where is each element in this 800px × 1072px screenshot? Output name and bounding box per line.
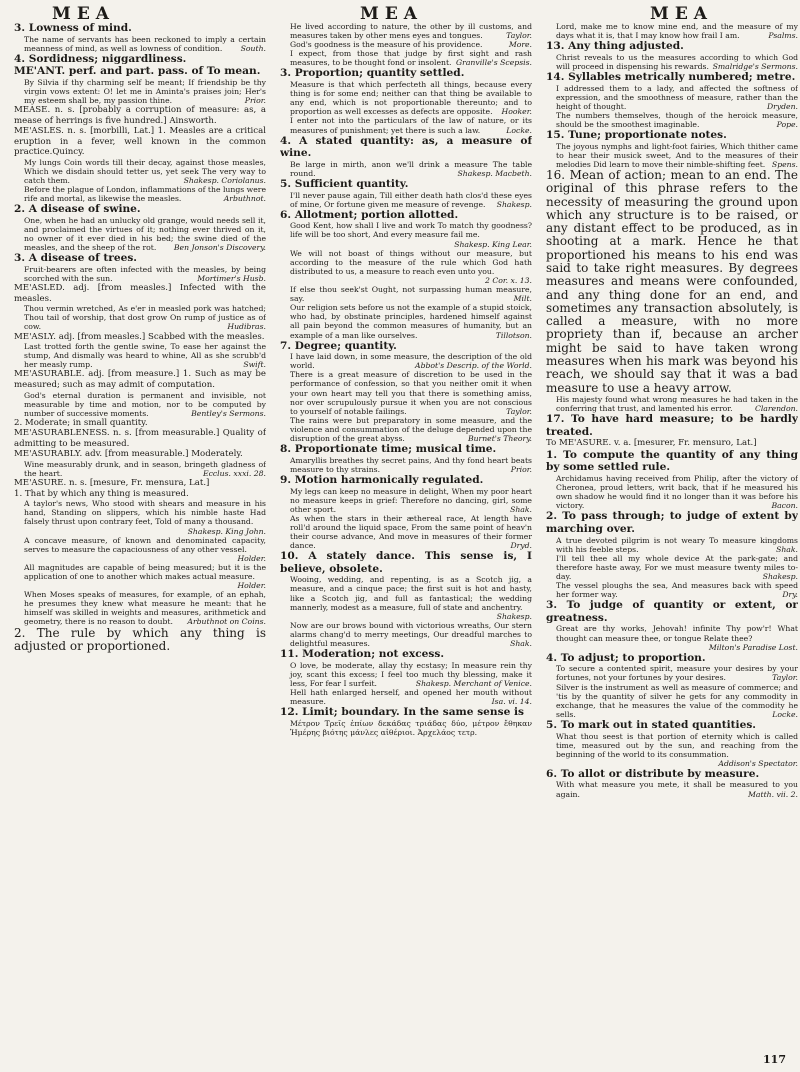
quotation [280, 40, 532, 49]
block-text: Now are our brows bound with victorious wreaths, Our stern alarms chang'd to merry meetings, Our dreadful marches to delightful measures. [290, 620, 532, 648]
quotation [280, 221, 532, 248]
source-citation: Dryden. [766, 101, 798, 111]
block-text: Christ reveals to us the measures according to which God will proceed in dispensing his rewards. [556, 52, 798, 71]
quotation [280, 116, 532, 134]
headword-entry [546, 438, 798, 449]
source-citation: Smalridge's Sermons. [712, 61, 798, 71]
source-citation: Matth. vii. 2. [748, 789, 798, 799]
block-text: Measure is that which perfecteth all things, because every thing is for some end; neither can that thing be available to any end, which is not proportionable thereunto; and to proportion as well excesses as defects are opposite. [290, 80, 532, 117]
source-citation: Taylor. [506, 406, 532, 416]
definition-paragraph [546, 169, 798, 395]
quotation [546, 780, 798, 798]
block-text: Great are thy works, Jehovah! infinite Thy pow'r! What thought can measure thee, or tongue Relate thee? [556, 624, 798, 643]
block-text: 6. Allotment; portion allotted. [280, 208, 459, 221]
quotation [280, 621, 532, 648]
quotation [14, 460, 266, 478]
quotation [280, 416, 532, 443]
quotation [14, 35, 266, 53]
sense-heading [546, 71, 798, 84]
source-citation: Hooker. [501, 107, 532, 117]
quotation [546, 683, 798, 719]
quotation [280, 487, 532, 514]
block-text: ME'ASURE. n. s. [mesure, Fr. mensura, Lat.] [14, 478, 210, 489]
block-text: 1. That by which any thing is measured. [14, 488, 189, 499]
source-citation: More. [508, 40, 532, 50]
block-text: Thou vermin wretched, As e'er in measled pork was hatched; Thou tail of worship, that dost grow On rump of justice as of cow. [24, 304, 266, 332]
quotation [546, 732, 798, 768]
source-citation: Ben Jonson's Discovery. [173, 243, 266, 253]
block-text: My legs can keep no measure in delight, When my poor heart no measure keeps in grief: Therefore no dancing, girl, some other sport. [290, 486, 532, 514]
source-citation: Shakesp. Coriolanus. [183, 176, 266, 186]
block-text: I'll never pause again, Till either death hath clos'd these eyes of mine, Or fortune given me measure of revenge. [290, 190, 532, 209]
block-text: I enter not into the particulars of the law of nature, or its measures of punishment; yet there is such a law. [290, 116, 532, 135]
quotation [280, 352, 532, 370]
quotation [280, 661, 532, 688]
headword-entry [14, 449, 266, 460]
quotation [14, 185, 266, 203]
quotation [280, 719, 532, 737]
header-left: MEA [52, 4, 115, 24]
source-citation: Arbuthnot on Coins. [187, 617, 266, 627]
block-text: Hell hath enlarged herself, and opened her mouth without measure. [290, 687, 532, 707]
sense-heading [14, 252, 266, 265]
block-text: One, when he had an unlucky old grange, would needs sell it, and proclaimed the virtues of it; nothing ever thrived on it, no owner of it ever died in his bed; the swine died of the measles, and the sheep of the rot. [24, 216, 266, 253]
headword-entry [14, 105, 266, 126]
headword-entry [14, 283, 266, 304]
block-text: The joyous nymphs and light-foot fairies, Which thither came to hear their musick sweet, And to the measures of their melodies Did learn to move their nimble-shifting feet. [556, 141, 798, 169]
block-text: Fruit-bearers are often infected with the measles, by being scorched with the sun. [24, 265, 266, 284]
block-text: Lord, make me to know mine end, and the measure of my days what it is, that I may know how frail I am. [556, 22, 798, 41]
quotation [14, 499, 266, 535]
quotation [280, 285, 532, 303]
sense-heading [280, 340, 532, 353]
block-text: A taylor's news, Who stood with shears and measure in his hand, Standing on slippers, which his nimble haste Had falsely thrust upon contrary feet, Told of many a thousand. [24, 499, 266, 527]
block-text: 11. Moderation; not excess. [280, 648, 445, 661]
quotation [280, 160, 532, 178]
source-citation: Abbot's Descrip. of the World. [415, 361, 532, 371]
sense-heading [14, 53, 266, 66]
block-text: 15. Tune; proportionate notes. [546, 129, 727, 142]
sense-heading [546, 449, 798, 474]
block-text: All magnitudes are capable of being measured; but it is the application of one to another which makes actual measure. [24, 562, 266, 581]
quotation [546, 624, 798, 651]
quotation [280, 303, 532, 339]
block-text: MEASE. n. s. [probably a corruption of measure: as, a mease of herrings is five hundred.] Ainsworth. [14, 105, 266, 126]
source-citation: Spens. [771, 159, 798, 169]
block-text: 3. A disease of trees. [14, 252, 137, 265]
block-text: ME'ASLES. n. s. [morbilli, Lat.] 1. Measles are a critical eruption in a fever, well known in the common practice. [14, 126, 266, 158]
block-text: The rains were but preparatory in some measure, and the violence and consummation of the deluge depended upon the disruption of the great abyss. [290, 415, 532, 444]
source-citation: Shakesp. Macbeth. [457, 168, 532, 178]
block-text: 4. Sordidness; niggardliness. [14, 52, 187, 65]
quotation [546, 474, 798, 510]
quotation [14, 590, 266, 626]
column-middle [280, 22, 532, 1058]
source-citation: Locke. [506, 125, 532, 135]
source-citation: Shakesp. [496, 199, 532, 209]
column-left [14, 22, 266, 1058]
block-text: Wooing, wedding, and repenting, is as a Scotch jig, a measure, and a cinque pace; the first suit is hot and hasty, like a Scotch jig, and full as fantastical; the wedding mannerly, modest as a measure, full of state and anchentry. [290, 575, 532, 612]
source-citation: Swift. [243, 360, 266, 370]
headword-entry [14, 126, 266, 158]
sense-heading [546, 510, 798, 535]
sense-heading [14, 203, 266, 216]
sense-heading [280, 706, 532, 719]
quotation [280, 49, 532, 67]
block-text: ME'ASURABLE. adj. [from measure.] 1. Such as may be measured; such as may admit of computation. [14, 369, 266, 390]
sense-heading [546, 40, 798, 53]
source-citation: Locke. [772, 709, 798, 719]
block-text: ME'ANT. perf. and part. pass. of To mean. [14, 65, 261, 78]
block-text: The name of servants has been reckoned to imply a certain meanness of mind, as well as lowness of condition. [24, 34, 266, 53]
headword-entry [14, 418, 266, 429]
block-text: The numbers themselves, though of the heroick measure, should be the smoothest imaginable. [556, 110, 798, 129]
block-text: Good Kent, how shall I live and work To match thy goodness? life will be too short, And every measure fail me. [290, 221, 532, 240]
block-text: He lived according to nature, the other by ill customs, and measures taken by other mens eyes and tongues. [290, 22, 532, 41]
quotation [546, 22, 798, 40]
source-citation: Shakesp. [496, 611, 532, 621]
source-citation: Arbuthnot. [223, 194, 266, 204]
block-text: 3. Proportion; quantity settled. [280, 67, 465, 80]
sense-heading [546, 413, 798, 438]
block-text: 10. A stately dance. This sense is, I believe, obsolete. [280, 550, 532, 575]
source-citation: Addison's Spectator. [718, 758, 798, 768]
block-text: 7. Degree; quantity. [280, 339, 397, 352]
block-text: To secure a contented spirit, measure your desires by your fortunes, not your fortunes by your desires. [556, 664, 798, 683]
header-right: MEA [650, 4, 713, 24]
source-citation: Shak. [510, 639, 532, 648]
block-text: A true devoted pilgrim is not weary To measure kingdoms with his feeble steps. [556, 535, 798, 554]
source-citation: South. [240, 43, 266, 53]
quotation [14, 563, 266, 590]
sense-heading [280, 474, 532, 487]
headword-entry [14, 478, 266, 489]
source-citation: Shakesp. King Lear. [454, 239, 532, 249]
source-citation: Bentley's Sermons. [191, 408, 266, 418]
quotation [14, 265, 266, 283]
block-text: Our religion sets before us not the example of a stupid stoick, who had, by obstinate principles, hardened himself against all pain beyond the common measures of humanity, but an example of a man like ourselves. [290, 303, 532, 340]
quotation [546, 53, 798, 71]
block-text: I have laid down, in some measure, the description of the old world. [290, 352, 532, 371]
sense-heading [546, 652, 798, 665]
quotation [546, 142, 798, 169]
block-text: God's eternal duration is permanent and invisible, not measurable by time and motion, nor to be computed by number of successive moments. [24, 390, 266, 418]
quotation [546, 395, 798, 413]
source-citation: Shakesp. [762, 572, 798, 581]
source-citation: Bacon. [771, 501, 798, 511]
definition-paragraph [14, 627, 266, 654]
quotation [14, 391, 266, 418]
block-text: Archidamus having received from Philip, after the victory of Cheronea, proud letters, writ back, that if he measured his own shadow he would find it no longer than it was before his victory. [556, 474, 798, 511]
source-citation: Shakesp. King John. [187, 526, 266, 536]
running-header [0, 4, 800, 24]
block-text: 6. To allot or distribute by measure. [546, 767, 760, 780]
block-text: ME'ASLY. adj. [from measles.] Scabbed with the measles. [14, 331, 265, 342]
quotation [280, 249, 532, 285]
block-text: I expect, from those that judge by first sight and rash measures, to be thought fond or insolent. [290, 49, 532, 68]
quotation [546, 111, 798, 129]
source-citation: Milton's Paradise Lost. [708, 642, 798, 652]
block-text: 2. A disease of swine. [14, 203, 141, 216]
sense-heading [280, 209, 532, 222]
quotation [280, 456, 532, 474]
source-citation: Tillotson. [495, 330, 532, 340]
block-text: 14. Syllables metrically numbered; metre. [546, 70, 796, 83]
quotation [280, 688, 532, 706]
block-text: Silver is the instrument as well as measure of commerce; and 'tis by the quantity of silver he gets for any commodity in exchange, that he measures the value of the commodity he sells. [556, 682, 798, 719]
block-text: My lungs Coin words till their decay, against those measles, Which we disdain should tetter us, yet seek The very way to catch them. [24, 157, 266, 186]
source-citation: Mortimer's Husb. [197, 274, 266, 284]
block-text: 13. Any thing adjusted. [546, 40, 684, 53]
block-text: ME'ASURABLENESS. n. s. [from measurable.] Quality of admitting to be measured. [14, 428, 266, 449]
sense-heading [280, 135, 532, 160]
sense-heading [280, 550, 532, 575]
source-citation: Taylor. [506, 31, 532, 41]
block-text: By Silvia if thy charming self be meant; If friendship be thy virgin vows extent: O! let me in Aminta's praises join; Her's my esteem shall be, my passion thine. [24, 77, 266, 106]
source-citation: Holder. [237, 553, 266, 563]
quotation [14, 216, 266, 252]
quotation [280, 80, 532, 116]
block-text: 2. The rule by which any thing is adjusted or proportioned. [14, 625, 266, 653]
block-text: To ME'ASURE. v. a. [mesurer, Fr. mensuro, Lat.] [546, 438, 757, 449]
source-citation: Shak. [510, 504, 532, 514]
headword-entry [14, 428, 266, 449]
source-citation: Prior. [244, 96, 266, 106]
block-text: We will not boast of things without our measure, but according to the measure of the rule which God hath distributed to us, a measure to reach even unto you. [290, 248, 532, 276]
source-citation: Prior. [510, 464, 532, 474]
sense-heading [280, 67, 532, 80]
source-citation: Clarendon. [754, 404, 798, 414]
block-text: The vessel ploughs the sea, And measures back with speed her former way. [556, 581, 798, 600]
source-citation: Dry. [782, 590, 798, 600]
quotation [14, 78, 266, 105]
quotation [546, 536, 798, 554]
header-center: MEA [360, 4, 423, 24]
source-citation: Shak. [776, 544, 798, 554]
block-text: 12. Limit; boundary. In the same sense is [280, 706, 524, 719]
block-text: 4. A stated quantity: as, a measure of wine. [280, 134, 532, 160]
block-text: 3. Lowness of mind. [14, 22, 132, 34]
block-text: God's goodness is the measure of his providence. [290, 40, 483, 50]
sense-heading [14, 65, 266, 78]
block-text: There is a great measure of discretion to be used in the performance of confession, so that you neither omit it when your own heart may tell you that there is something amiss, nor over scrupulously pursue it when you are not conscious to yourself of notable failings. [290, 370, 532, 416]
source-citation: Hudibras. [227, 322, 266, 332]
quotation [14, 536, 266, 563]
block-text: Last trotted forth the gentle swine, To ease her against the stump, And dismally was heard to whine, All as she scrubb'd her measly rump. [24, 342, 266, 370]
block-text: O love, be moderate, allay thy ecstasy; In measure rein thy joy, scant this excess; I feel too much thy blessing, make it less, For fear I surfeit. [290, 660, 532, 688]
quotation [546, 84, 798, 111]
column-right [546, 22, 798, 1058]
block-text: I'll tell thee all my whole device At the park-gate; and therefore haste away, For we must measure twenty miles to-day. [556, 553, 798, 581]
block-text: 1. To compute the quantity of any thing by some settled rule. [546, 448, 798, 474]
quotation [14, 158, 266, 185]
source-citation: Isa. vi. 14. [491, 697, 532, 707]
source-citation: Psalms. [768, 31, 798, 41]
source-citation: Dryd. [510, 541, 532, 551]
source-citation: Granville's Scepsis. [456, 58, 532, 68]
sense-heading [546, 129, 798, 142]
headword-entry [14, 489, 266, 500]
sense-heading [280, 443, 532, 456]
block-text: I addressed them to a lady, and affected the softness of expression, and the smoothness of measure, rather than the height of thought. [556, 83, 798, 111]
quotation [280, 370, 532, 415]
source-citation: Quincy. [52, 147, 85, 158]
headword-entry [14, 369, 266, 390]
block-text: ME'ASURABLY. adv. [from measurable.] Moderately. [14, 449, 243, 460]
block-text: 5. To mark out in stated quantities. [546, 718, 756, 731]
source-citation: Shakesp. Merchant of Venice. [415, 678, 532, 688]
block-text: ME'ASLED. adj. [from measles.] Infected with the measles. [14, 283, 266, 304]
block-text: Be large in mirth, anon we'll drink a measure The table round. [290, 159, 532, 178]
quotation [280, 514, 532, 550]
sense-heading [280, 648, 532, 661]
quotation [14, 342, 266, 369]
block-text: 16. Mean of action; mean to an end. The original of this phrase refers to the necessity of measuring the ground upon which any structure is to be raised, or any distant effect to be produced, as in shooting at a mark. Hence he that proportioned his means to his end was said to take right measures. By degrees measures and means were confounded, and any thing done for an end, and sometimes any transaction absolutely, is called a measure, with no more propriety than if, because an archer might be said to have taken wrong measures when his mark was beyond his reach, we should say that it was a bad measure to use a heavy arrow. [546, 167, 798, 395]
sense-heading [280, 178, 532, 191]
headword-entry [14, 332, 266, 343]
quotation [546, 581, 798, 599]
source-citation: Milt. [513, 294, 532, 304]
quotation [546, 554, 798, 581]
block-text: Amaryllis breathes thy secret pains, And thy fond heart beats measure to thy strains. [290, 455, 532, 474]
quotation [546, 664, 798, 682]
sense-heading [14, 22, 266, 35]
source-citation: Burnet's Theory. [467, 434, 532, 444]
block-text: 5. Sufficient quantity. [280, 178, 409, 190]
block-text: Μέτρον Τρεῖς ἐπίων δεκάδας τριάδας δύο, μέτρον ἔθηκαν Ἡμέρης βιότης μάνλες αἰθέριοι. Ἀρχελάος τετρ. [290, 718, 532, 737]
block-text: 4. To adjust; to proportion. [546, 651, 706, 664]
page-number: 117 [763, 1053, 786, 1066]
block-text: 3. To judge of quantity or extent, or greatness. [546, 599, 798, 624]
source-citation: Taylor. [772, 673, 798, 683]
block-text: As when the stars in their æthereal race, At length have roll'd around the liquid space, From the same point of heav'n their course advance, And move in measures of their former dance. [290, 513, 532, 551]
block-text: 17. To have hard measure; to be hardly treated. [546, 413, 798, 438]
quotation [280, 22, 532, 40]
sense-heading [546, 599, 798, 624]
source-citation: Ecclus. xxxi. 28. [202, 469, 266, 479]
quotation [280, 575, 532, 620]
sense-heading [546, 768, 798, 781]
source-citation: Holder. [237, 581, 266, 591]
block-text: His majesty found what wrong measures he had taken in the conferring that trust, and lamented his error. [556, 394, 798, 414]
source-citation: 2 Cor. x. 13. [484, 275, 532, 285]
block-text: With what measure you mete, it shall be measured to you again. [556, 780, 798, 799]
block-text: 2. To pass through; to judge of extent by marching over. [546, 510, 798, 536]
block-text: When Moses speaks of measures, for example, of an ephah, he presumes they knew what measure he meant: that he himself was skilled in weights and measures, arithmetick and geometry, there is no reason to doubt. [24, 590, 266, 627]
block-text: Before the plague of London, inflammations of the lungs were rife and mortal, as likewise the measles. [24, 185, 266, 204]
block-text: 9. Motion harmonically regulated. [280, 473, 484, 486]
block-text: 8. Proportionate time; musical time. [280, 443, 497, 456]
source-citation: Pope. [776, 119, 798, 129]
quotation [280, 191, 532, 209]
block-text: Wine measurably drunk, and in season, bringeth gladness of the heart. [24, 459, 266, 479]
block-text: A concave measure, of known and denominated capacity, serves to measure the capaciousness of any other vessel. [24, 535, 266, 554]
sense-heading [546, 719, 798, 732]
block-text: What thou seest is that portion of eternity which is called time, measured out by the sun, and reaching from the beginning of the world to its consummation. [556, 731, 798, 759]
quotation [14, 304, 266, 331]
block-text: If else thou seek'st Ought, not surpassing human measure, say. [290, 285, 532, 304]
block-text: 2. Moderate; in small quantity. [14, 417, 148, 428]
